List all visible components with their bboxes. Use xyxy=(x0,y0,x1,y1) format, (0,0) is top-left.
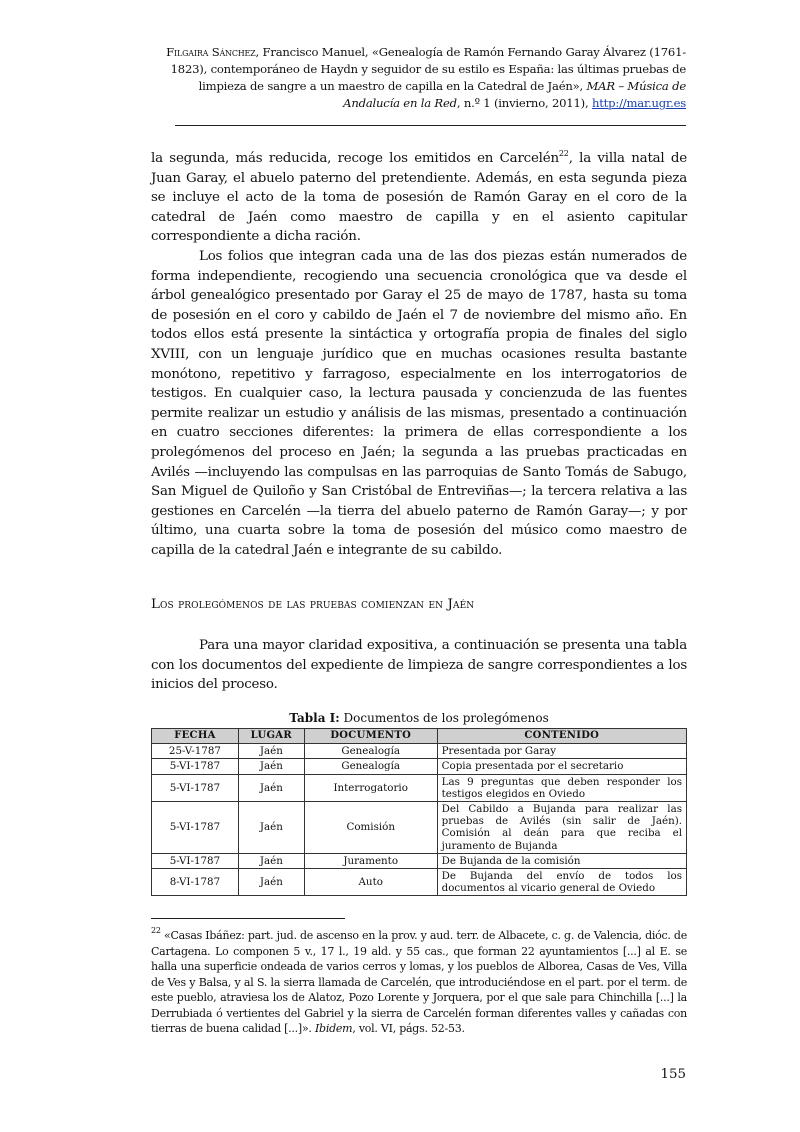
table-row xyxy=(152,774,687,801)
footnote-ibidem: Ibidem xyxy=(314,1022,353,1035)
cell-documento: Genealogía xyxy=(304,759,437,774)
paragraph-2: Los folios que integran cada una de las dos piezas están numerados de forma independiente, recogiendo una secuencia cronológica que va desde el árbol genealógico presentado por Garay el 25 de mayo de 1787, hasta su toma de posesión en el coro y cabildo de Jaén el 7 de noviembre del mismo año. En todos ellos está presente la sintáctica y ortografía propia de finales del siglo XVIII, con un lenguaje jurídico que en muchas ocasiones resulta bastante monótono, repetitivo y farragoso, especialmente en los interrogatorios de testigos. En cualquier caso, la lectura pausada y concienzuda de las fuentes permite realizar un estudio y análisis de las mismas, presentado a continuación en cuatro secciones diferentes: la primera de ellas correspondiente a los prolegómenos del proceso en Jaén; la segunda a las pruebas practicadas en Avilés —incluyendo las compulsas en las parroquias de Santo Tomás de Sabugo, San Miguel de Quiloño y San Cristóbal de Entreviñas—; la tercera relativa a las gestiones en Carcelén —la tierra del abuelo paterno de Ramón Garay—; y por último, una cuarta sobre la toma de posesión del músico como maestro de capilla de la catedral Jaén e integrante de su cabildo. xyxy=(151,248,687,558)
section-intro xyxy=(151,636,687,695)
header-citation: , Francisco Manuel, «Genealogía de Ramón Fernando Garay Álvarez (1761-1823), contemporáneo de Haydn y seguidor de su estilo es España: las últimas pruebas de limpieza de sangre a un maestro de capilla en la Catedral de Jaén», xyxy=(170,45,686,93)
column-header-lugar: LUGAR xyxy=(238,729,304,744)
cell-contenido: Presentada por Garay xyxy=(437,744,686,759)
cell-lugar: Jaén xyxy=(238,759,304,774)
footnote-separator xyxy=(151,918,345,919)
table-caption xyxy=(151,711,687,725)
cell-fecha: 5-VI-1787 xyxy=(152,802,239,854)
cell-fecha: 5-VI-1787 xyxy=(152,853,239,868)
cell-fecha: 25-V-1787 xyxy=(152,744,239,759)
cell-documento: Auto xyxy=(304,869,437,896)
table-row xyxy=(152,759,687,774)
table-caption-label: Tabla I: xyxy=(289,711,340,725)
footnote-22 xyxy=(151,928,687,1037)
cell-fecha: 8-VI-1787 xyxy=(152,869,239,896)
paragraph-1 xyxy=(151,149,687,247)
column-header-contenido: CONTENIDO xyxy=(437,729,686,744)
table-row xyxy=(152,744,687,759)
cell-lugar: Jaén xyxy=(238,853,304,868)
paragraph-1-text-cont: , la villa natal de Juan Garay, el abuelo paterno del pretendiente. Además, en esta segunda pieza se incluye el acto de la toma de posesión de Ramón Garay en el coro de la catedral de Jaén como maestro de capilla y en el asiento capitular correspondiente a dicha ración. xyxy=(151,151,687,245)
column-header-documento: DOCUMENTO xyxy=(304,729,437,744)
paragraph-1-text: la segunda, más reducida, recoge los emitidos en Carcelén xyxy=(151,151,559,166)
main-text xyxy=(151,149,687,560)
cell-contenido: Las 9 preguntas que deben responder los testigos elegidos en Oviedo xyxy=(437,774,686,801)
page-number: 155 xyxy=(660,1067,686,1082)
cell-contenido: De Bujanda de la comisión xyxy=(437,853,686,868)
header-issue: , n.º 1 (invierno, 2011), xyxy=(456,96,592,110)
cell-contenido: Copia presentada por el secretario xyxy=(437,759,686,774)
cell-documento: Juramento xyxy=(304,853,437,868)
cell-lugar: Jaén xyxy=(238,802,304,854)
cell-contenido: Del Cabildo a Bujanda para realizar las pruebas de Avilés (sin salir de Jaén). Comisión al deán para que reciba el juramento de Bujanda xyxy=(437,802,686,854)
header-rule xyxy=(175,125,686,126)
cell-documento: Genealogía xyxy=(304,744,437,759)
header-url-link[interactable]: http://mar.ugr.es xyxy=(591,96,686,110)
table-row xyxy=(152,869,687,896)
column-header-fecha: FECHA xyxy=(152,729,239,744)
footnote-text: «Casas Ibáñez: part. jud. de ascenso en la prov. y aud. terr. de Albacete, c. g. de Valencia, dióc. de Cartagena. Lo componen 5 v., 17 l., 19 ald. y 55 cas., que forman 22 ayuntamientos [...] al E. se halla una superficie ondeada de varios cerros y lomas, y los pueblos de Alborea, Casas de Ves, Villa de Ves y Balsa, y al S. la sierra llamada de Carcelén, que introduciéndose en el part. por el term. de este pueblo, atraviesa los de Alatoz, Pozo Lorente y Jorquera, por el que sale para Chinchilla [...] la Derrubiada ó vertientes del Gabriel y la sierra de Carcelén forman diferentes valles y cañadas con tierras de buena calidad [...]». xyxy=(151,929,687,1035)
table-caption-text: Documentos de los prolegómenos xyxy=(339,711,549,725)
table-header-row xyxy=(152,729,687,744)
header-author: Filgaira Sánchez xyxy=(166,45,256,59)
cell-fecha: 5-VI-1787 xyxy=(152,774,239,801)
cell-contenido: De Bujanda del envío de todos los documentos al vicario general de Oviedo xyxy=(437,869,686,896)
documents-table xyxy=(151,728,687,896)
table-row xyxy=(152,802,687,854)
cell-documento: Comisión xyxy=(304,802,437,854)
header-journal: MAR – Música de Andalucía en la Red xyxy=(343,79,686,110)
footnote-number: 22 xyxy=(151,926,161,935)
cell-documento: Interrogatorio xyxy=(304,774,437,801)
cell-lugar: Jaén xyxy=(238,869,304,896)
table-row xyxy=(152,853,687,868)
footnote-ref-22[interactable]: 22 xyxy=(558,149,569,158)
cell-fecha: 5-VI-1787 xyxy=(152,759,239,774)
footnote-ref: , vol. VI, págs. 52-53. xyxy=(352,1022,465,1035)
section-intro-paragraph: Para una mayor claridad expositiva, a continuación se presenta una tabla con los documentos del expediente de limpieza de sangre correspondientes a los inicios del proceso. xyxy=(151,638,687,693)
section-heading: Los prolegómenos de las pruebas comienzan en Jaén xyxy=(151,597,475,612)
cell-lugar: Jaén xyxy=(238,774,304,801)
running-header xyxy=(150,44,686,112)
cell-lugar: Jaén xyxy=(238,744,304,759)
